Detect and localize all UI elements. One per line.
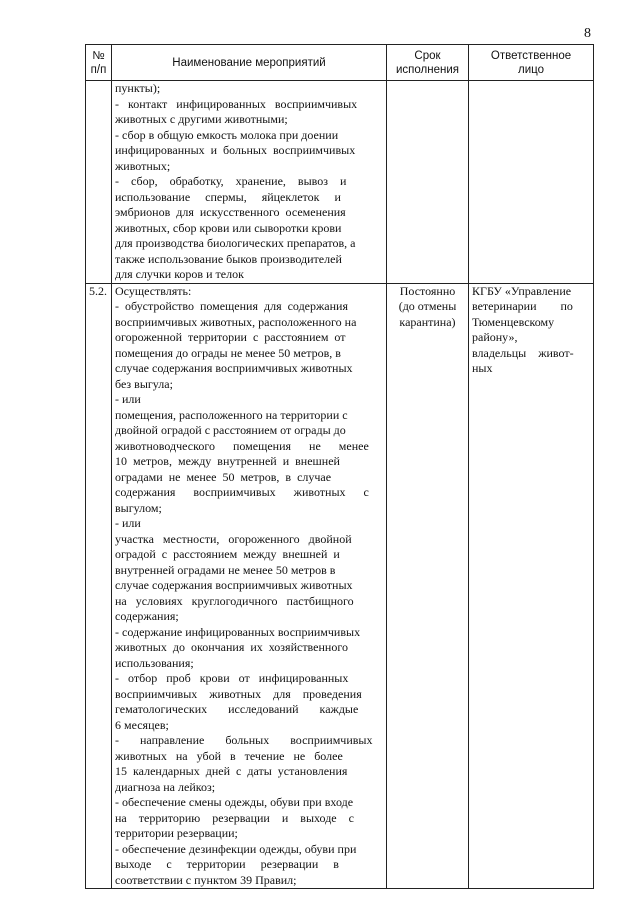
resp-line: району», (472, 330, 518, 344)
text-line: использования; (115, 655, 194, 670)
resp-line: КГБУ «Управление (472, 283, 572, 298)
text-line: выходе с территории резервации в (115, 857, 339, 871)
page-number: 8 (584, 26, 591, 41)
text-line: - сбор в общую емкость молока при доении (115, 127, 339, 142)
table-row (86, 81, 594, 284)
text-line: животных на убой в течение не более (115, 748, 343, 763)
text-line: животных, сбор крови или сыворотки крови (115, 220, 342, 235)
text-line: случае содержания восприимчивых животных (115, 578, 353, 592)
text-line: территории резервации; (115, 826, 238, 840)
header-num-line: п/п (90, 64, 107, 76)
text-line: использование спермы, яйцеклеток и (115, 189, 341, 204)
resp-line: ветеринарии по (472, 299, 573, 313)
text-line: на условиях круглогодичного пастбищного (115, 593, 354, 608)
text-line: помещения до ограды не менее 50 метров, в (115, 345, 341, 360)
text-line: огороженной территории с расстоянием от (115, 330, 346, 344)
text-line: эмбрионов для искусственного осеменения (115, 205, 346, 219)
text-line: оградой с расстоянием между внешней и (115, 547, 340, 561)
header-resp (469, 45, 594, 81)
text-line: животных с другими животными; (115, 112, 288, 126)
text-line: 15 календарных дней с даты установления (115, 764, 348, 778)
text-line: соответствии с пунктом 39 Правил; (115, 872, 297, 887)
text-line: - обеспечение дезинфекции одежды, обуви при (115, 841, 357, 856)
header-num (86, 45, 112, 81)
text-line: случае содержания восприимчивых животных (115, 361, 353, 375)
measures-table (85, 44, 594, 889)
text-line: Осуществлять: (115, 283, 192, 298)
header-num-line: № (92, 50, 105, 62)
text-line: животноводческого помещения не менее (115, 438, 369, 453)
table-header-row (86, 45, 594, 81)
term-line: (до отмены (398, 299, 457, 313)
resp-line: ных (472, 361, 493, 375)
text-line: восприимчивых животных, расположенного на (115, 314, 357, 329)
term-line: Постоянно (399, 283, 456, 298)
header-name (112, 45, 387, 81)
text-line: двойной оградой с расстоянием от ограды до (115, 423, 346, 437)
text-line: помещения, расположенного на территории с (115, 407, 348, 422)
term-line: карантина) (399, 314, 456, 329)
table-row (86, 283, 594, 889)
text-line: для случки коров и телок (115, 267, 244, 281)
text-line: содержания восприимчивых животных с (115, 485, 369, 499)
text-line: животных до окончания их хозяйственного (115, 640, 348, 654)
text-line: - направление больных восприимчивых (115, 733, 373, 747)
text-line: - обустройство помещения для содержания (115, 299, 348, 313)
resp-line: владельцы живот- (472, 345, 574, 360)
text-line: - контакт инфицированных восприимчивых (115, 96, 358, 111)
text-line: животных; (115, 158, 171, 173)
header-name-text: Наименование мероприятий (172, 57, 326, 69)
text-line: инфицированных и больных восприимчивых (115, 143, 356, 157)
text-line: 10 метров, между внутренней и внешней (115, 454, 340, 468)
row2-num-cell (86, 283, 112, 889)
text-line: внутренней оградами не менее 50 метров в (115, 562, 336, 577)
row2-resp-cell (469, 283, 594, 889)
text-line: выгулом; (115, 500, 162, 515)
text-line: участка местности, огороженного двойной (115, 531, 352, 546)
text-line: - содержание инфицированных восприимчивых (115, 624, 361, 639)
text-line: - или (115, 516, 141, 530)
row1-name-cell (112, 81, 387, 284)
header-resp-line: Ответственное (490, 50, 572, 62)
text-line: гематологических исследований каждые (115, 702, 359, 716)
text-line: восприимчивых животных для проведения (115, 686, 362, 701)
text-line: - отбор проб крови от инфицированных (115, 671, 349, 685)
header-term-line: Срок (414, 50, 441, 62)
text-line: также использование быков производителей (115, 251, 342, 266)
resp-line: Тюменцевскому (472, 314, 555, 329)
row2-name-cell (112, 283, 387, 889)
text-line: 6 месяцев; (115, 717, 169, 732)
text-line: - сбор, обработку, хранение, вывоз и (115, 174, 347, 188)
text-line: - обеспечение смены одежды, обуви при входе (115, 795, 354, 809)
row1-num-cell (86, 81, 112, 284)
header-term-line: исполнения (395, 64, 459, 76)
header-term (387, 45, 469, 81)
row-number: 5.2. (89, 283, 107, 298)
text-line: диагноза на лейкоз; (115, 779, 216, 794)
text-line: на территорию резервации и выходе с (115, 810, 354, 825)
row2-term-cell (387, 283, 469, 889)
text-line: без выгула; (115, 376, 173, 391)
row1-term-cell (387, 81, 469, 284)
text-line: для производства биологических препаратов, а (115, 236, 356, 250)
text-line: - или (115, 392, 141, 406)
row1-resp-cell (469, 81, 594, 284)
text-line: пункты); (115, 81, 161, 95)
header-resp-line: лицо (518, 64, 544, 76)
text-line: содержания; (115, 609, 179, 623)
text-line: оградами не менее 50 метров, в случае (115, 469, 332, 484)
